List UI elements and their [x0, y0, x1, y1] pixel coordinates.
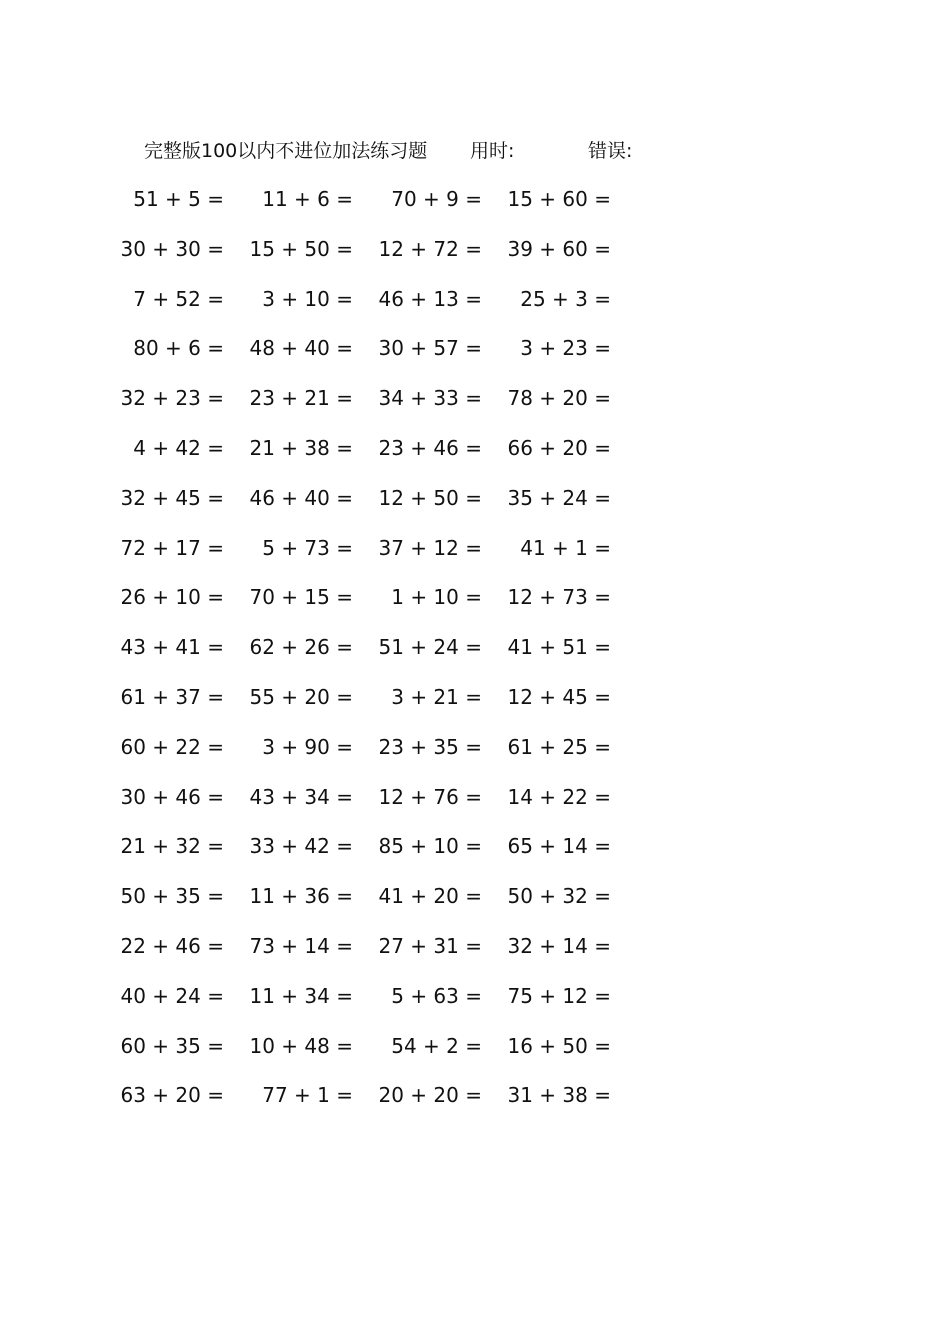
problem-r3-c1: 7 + 52 =: [133, 286, 224, 311]
problem-r17-c2: 11 + 34 =: [249, 983, 353, 1008]
problem-r10-c4: 41 + 51 =: [507, 635, 611, 660]
problem-r6-c2: 21 + 38 =: [249, 436, 353, 460]
problem-r12-c1: 60 + 22 =: [120, 734, 224, 759]
problem-r13-c1: 30 + 46 =: [120, 784, 224, 809]
problem-r12-c3: 23 + 35 =: [378, 734, 482, 759]
problem-r6-c3: 23 + 46 =: [378, 436, 482, 460]
time-label: 用时:: [470, 140, 515, 162]
problem-r13-c4: 14 + 22 =: [507, 784, 611, 809]
problem-r12-c4: 61 + 25 =: [507, 734, 611, 759]
problem-r19-c3: 20 + 20 =: [378, 1083, 482, 1108]
problem-r18-c4: 16 + 50 =: [507, 1033, 611, 1058]
problem-r4-c1: 80 + 6 =: [133, 336, 224, 361]
problem-r4-c2: 48 + 40 =: [249, 336, 353, 361]
problem-r1-c2: 11 + 6 =: [262, 187, 353, 211]
problem-r2-c2: 15 + 50 =: [249, 236, 353, 261]
problem-r19-c4: 31 + 38 =: [507, 1083, 611, 1108]
problem-r2-c4: 39 + 60 =: [507, 236, 611, 261]
problem-r17-c1: 40 + 24 =: [120, 983, 224, 1008]
problem-r5-c3: 34 + 33 =: [378, 386, 482, 411]
page-title: 完整版100以内不进位加法练习题: [144, 140, 428, 162]
problem-r7-c4: 35 + 24 =: [507, 485, 611, 510]
problem-r11-c1: 61 + 37 =: [120, 685, 224, 709]
problem-r8-c4: 41 + 1 =: [520, 535, 611, 560]
problem-r13-c2: 43 + 34 =: [249, 784, 353, 809]
problem-r14-c4: 65 + 14 =: [507, 834, 611, 859]
problem-r9-c3: 1 + 10 =: [391, 585, 482, 610]
problem-r9-c2: 70 + 15 =: [249, 585, 353, 610]
problem-r15-c1: 50 + 35 =: [120, 884, 224, 909]
problem-r8-c1: 72 + 17 =: [120, 535, 224, 560]
problem-r2-c3: 12 + 72 =: [378, 236, 482, 261]
problem-r1-c1: 51 + 5 =: [133, 187, 224, 211]
problem-r5-c2: 23 + 21 =: [249, 386, 353, 411]
problem-r7-c2: 46 + 40 =: [249, 485, 353, 510]
problem-r16-c4: 32 + 14 =: [507, 934, 611, 958]
problem-r11-c4: 12 + 45 =: [507, 685, 611, 709]
problem-r10-c1: 43 + 41 =: [120, 635, 224, 660]
problem-r10-c3: 51 + 24 =: [378, 635, 482, 660]
problem-r9-c1: 26 + 10 =: [120, 585, 224, 610]
problem-r13-c3: 12 + 76 =: [378, 784, 482, 809]
problem-r7-c3: 12 + 50 =: [378, 485, 482, 510]
problem-r14-c2: 33 + 42 =: [249, 834, 353, 859]
problem-r6-c4: 66 + 20 =: [507, 436, 611, 460]
problem-r5-c4: 78 + 20 =: [507, 386, 611, 411]
problem-r9-c4: 12 + 73 =: [507, 585, 611, 610]
problem-r14-c1: 21 + 32 =: [120, 834, 224, 859]
problem-r11-c2: 55 + 20 =: [249, 685, 353, 709]
problem-r19-c1: 63 + 20 =: [120, 1083, 224, 1108]
problem-r18-c1: 60 + 35 =: [120, 1033, 224, 1058]
problem-r8-c2: 5 + 73 =: [262, 535, 353, 560]
problem-r3-c4: 25 + 3 =: [520, 286, 611, 311]
problem-r15-c2: 11 + 36 =: [249, 884, 353, 909]
problem-r2-c1: 30 + 30 =: [120, 236, 224, 261]
problem-r16-c3: 27 + 31 =: [378, 934, 482, 958]
problem-r18-c2: 10 + 48 =: [249, 1033, 353, 1058]
problem-r17-c3: 5 + 63 =: [391, 983, 482, 1008]
problem-r16-c1: 22 + 46 =: [120, 934, 224, 958]
problem-r5-c1: 32 + 23 =: [120, 386, 224, 411]
problem-r6-c1: 4 + 42 =: [133, 436, 224, 460]
problem-r10-c2: 62 + 26 =: [249, 635, 353, 660]
problem-r16-c2: 73 + 14 =: [249, 934, 353, 958]
problem-r4-c3: 30 + 57 =: [378, 336, 482, 361]
problem-r15-c4: 50 + 32 =: [507, 884, 611, 909]
problem-r15-c3: 41 + 20 =: [378, 884, 482, 909]
problem-r11-c3: 3 + 21 =: [391, 685, 482, 709]
problem-r4-c4: 3 + 23 =: [520, 336, 611, 361]
problem-r17-c4: 75 + 12 =: [507, 983, 611, 1008]
problem-r12-c2: 3 + 90 =: [262, 734, 353, 759]
problem-r3-c3: 46 + 13 =: [378, 286, 482, 311]
problem-r8-c3: 37 + 12 =: [378, 535, 482, 560]
problem-r1-c4: 15 + 60 =: [507, 187, 611, 211]
problem-r18-c3: 54 + 2 =: [391, 1033, 482, 1058]
error-label: 错误:: [588, 140, 633, 162]
problem-r19-c2: 77 + 1 =: [262, 1083, 353, 1108]
problem-r1-c3: 70 + 9 =: [391, 187, 482, 211]
problem-r3-c2: 3 + 10 =: [262, 286, 353, 311]
problem-r14-c3: 85 + 10 =: [378, 834, 482, 859]
problem-r7-c1: 32 + 45 =: [120, 485, 224, 510]
